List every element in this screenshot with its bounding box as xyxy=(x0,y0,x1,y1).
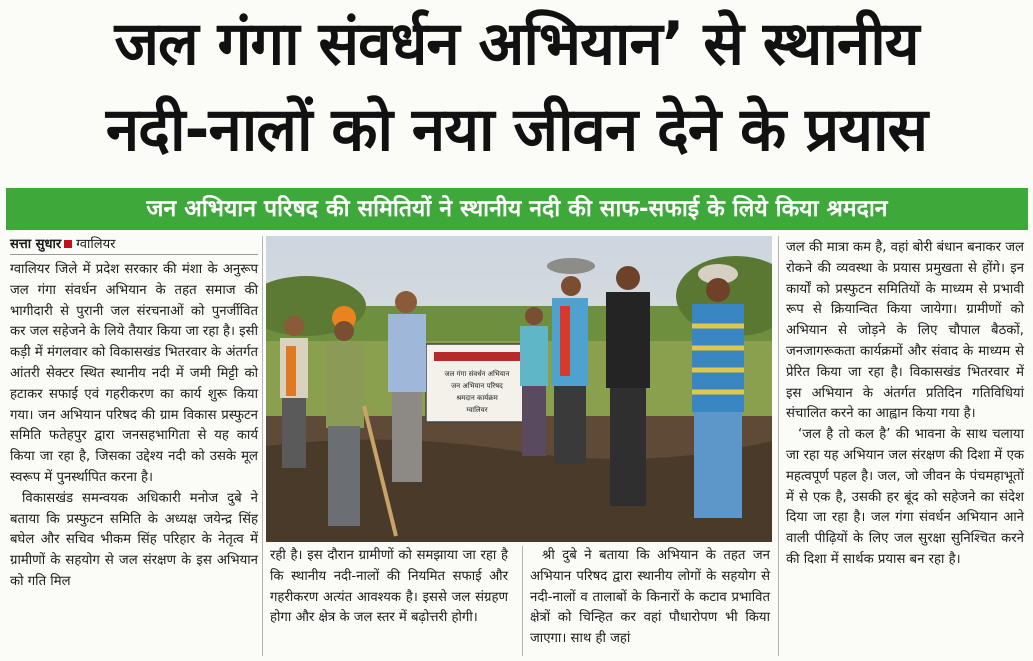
banner-line: जल गंगा संवर्धन अभियान xyxy=(444,370,510,378)
banner-line: श्रमदान कार्यक्रम xyxy=(456,394,498,402)
byline-publication: सत्ता सुधार xyxy=(10,237,62,252)
col1-paragraph-2: विकासखंड समन्वयक अधिकारी मनोज दुबे ने बताया कि प्रस्फुटन समिति के अध्यक्ष जयेन्द्र सिंह बघेल और सचिव भीकम सिंह परिहार के नेतृत्व में ग्रामीणों के सहयोग से जल संरक्षण के इस अभियान को गति मिल xyxy=(10,490,258,589)
column-rule xyxy=(262,236,263,656)
subheadline-bar: जन अभियान परिषद की समितियों ने स्थानीय नदी की साफ-सफाई के लिये किया श्रमदान xyxy=(6,188,1028,230)
column-rule xyxy=(778,236,779,656)
article-column-3 xyxy=(530,546,770,650)
col3-paragraph: श्री दुबे ने बताया कि अभियान के तहत जन अभियान परिषद द्वारा स्थानीय लोगों के सहयोग से नदी-नालों व तालाबों के किनारों के कटाव प्रभावित क्षेत्रों को चिन्हित कर वहां पौधारोपण भी किया जाएगा। साथ ही जहां xyxy=(530,548,770,647)
byline xyxy=(10,236,258,255)
byline-place: ग्वालियर xyxy=(76,237,116,252)
article-column-4 xyxy=(786,238,1024,571)
col2-paragraph: रही है। इस दौरान ग्रामीणों को समझाया जा रहा है कि स्थानीय नदी-नालों की नियमित सफाई और गहरीकरण अत्यंत आवश्यक है। इससे जल संग्रहण होगा और क्षेत्र के जल स्तर में बढ़ोत्तरी होगी। xyxy=(270,548,508,626)
person-figure xyxy=(520,307,548,456)
person-figure xyxy=(606,266,650,506)
column-rule xyxy=(522,546,523,656)
byline-marker xyxy=(64,240,72,248)
banner-line: जन अभियान परिषद xyxy=(451,382,503,390)
person-figure xyxy=(388,291,426,482)
article-column-1 xyxy=(10,260,258,593)
headline-line-2: नदी-नालों को नया जीवन देने के प्रयास xyxy=(105,95,928,165)
news-photo xyxy=(266,236,772,542)
headline-line-1: जल गंगा संवर्धन अभियान’ से स्थानीय xyxy=(114,9,919,79)
col4-paragraph-2: ‘जल है तो कल है’ की भावना के साथ चलाया जा रहा यह अभियान जल संरक्षण की दिशा में एक महत्वपूर्ण पहल है। जल, जो जीवन के पंचमहाभूतों में से एक है, उसकी हर बूंद को सहेजने का संदेश दिया जा रहा है। जल गंगा संवर्धन अभियान आने वाली पीढ़ियों के लिए जल सुरक्षा सुनिश्चित करने की दिशा में सार्थक प्रयास बन रहा है। xyxy=(786,427,1024,567)
banner-line: ग्वालियर xyxy=(466,406,488,414)
col1-paragraph-1: ग्वालियर जिले में प्रदेश सरकार की मंशा के अनुरूप जल गंगा संवर्धन अभियान के तहत समाज की भागीदारी से पुरानी जल संरचनाओं को पुनर्जीवित कर जल सहेजने के लिये तैयार किया जा रहा है। इसी कड़ी में मंगलवार को विकासखंड भितरवार के अंतर्गत आंतरी सेक्टर स्थित स्थानीय नदी में जमी मिट्टी को हटाकर सफाई एवं गहरीकरण का कार्य शुरू किया गया। जन अभियान परिषद की ग्राम विकास प्रस्फुटन समिति फतेहपुर द्वारा जनसहभागिता से यह कार्य किया जा रहा है, जिसका उद्देश्य नदी को उसके मूल स्वरूप में पुनर्स्थापित करना है। xyxy=(10,262,258,485)
article-column-2 xyxy=(270,546,508,629)
person-figure xyxy=(280,316,308,468)
col4-paragraph-1: जल की मात्रा कम है, वहां बोरी बंधान बनाकर जल रोकने की व्यवस्था के प्रयास प्रमुखता से होंगे। इन कार्यों को प्रस्फुटन समितियों के माध्यम से प्रभावी रूप से क्रियान्वित किया जायेगा। ग्रामीणों को अभियान से जोड़ने के लिए चौपाल बैठकों, जनजागरूकता कार्यक्रमों और संवाद के माध्यम से प्रेरित किया जा रहा है। विकासखंड भितरवार में इस अभियान के अंतर्गत प्रतिदिन गतिविधियां संचालित करने का आह्वान किया गया है। xyxy=(786,240,1024,422)
photo-scene xyxy=(266,236,772,542)
